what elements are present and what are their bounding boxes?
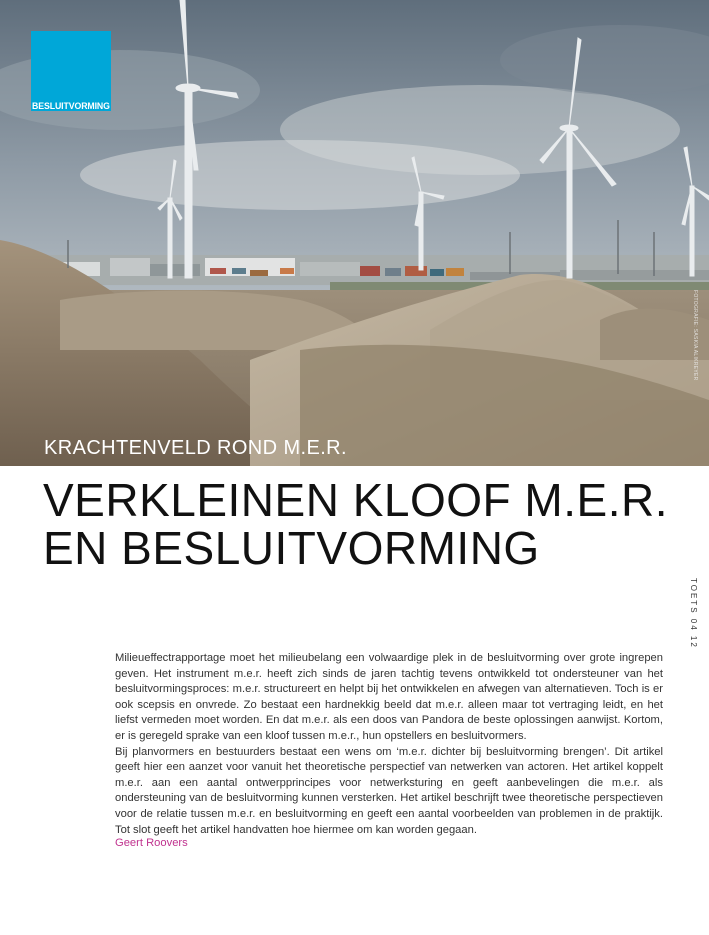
section-tag-box bbox=[31, 31, 111, 111]
section-tag-label: BESLUITVORMING bbox=[32, 101, 110, 112]
photo-credit: FOTOGRAFIE: SASKIA ALIKREYER bbox=[692, 290, 698, 381]
article-title bbox=[43, 476, 668, 572]
article-kicker: KRACHTENVELD ROND M.E.R. bbox=[44, 437, 347, 459]
page-folio: TOETS 04 12 bbox=[689, 578, 698, 649]
lead-paragraph-1: Milieueffectrapportage moet het milieubelang een volwaardige plek in de besluitvorming over grote ingrepen geven. Het instrument m.e.r. heeft zich sinds de jaren tachtig tevens ontwikkeld tot ondersteuner van het besluitvormingsproces: m.e.r. structureert en helpt bij het ontwikkelen en afwegen van alternatieven. Toch is er ook scepsis en onvrede. Zo bestaat een hardnekkig beeld dat m.e.r. alleen maar tot vertraging leidt, en het liefst vermeden moet worden. En dat m.e.r. als een doos van Pandora de beste oplossingen aanwijst. Kortom, er is geregeld sprake van een kloof tussen m.e.r., hun opstellers en besluitvormers. bbox=[115, 652, 663, 742]
article-author: Geert Roovers bbox=[115, 837, 188, 849]
lead-paragraph-2: Bij planvormers en bestuurders bestaat een wens om ‘m.e.r. dichter bij besluitvorming brengen’. Dit artikel geeft hier een aanzet voor vanuit het theoretische perspectief van netwerken van actoren. Het artikel koppelt m.e.r. aan een aantal ontwerpprincipes voor netwerksturing en geeft aanbevelingen die m.e.r. als ondersteuning van de besluitvorming kunnen versterken. Het artikel beschrijft twee theoretische perspectieven voor de relatie tussen m.e.r. en besluitvorming en geeft een aantal voorbeelden van problemen in de praktijk. Tot slot geeft het artikel handvatten hoe hiermee om kan worden gegaan. bbox=[115, 745, 663, 836]
article-title-line-1: VERKLEINEN KLOOF M.E.R. bbox=[43, 474, 668, 526]
article-lead bbox=[115, 651, 663, 838]
article-title-line-2: EN BESLUITVORMING bbox=[43, 522, 540, 574]
